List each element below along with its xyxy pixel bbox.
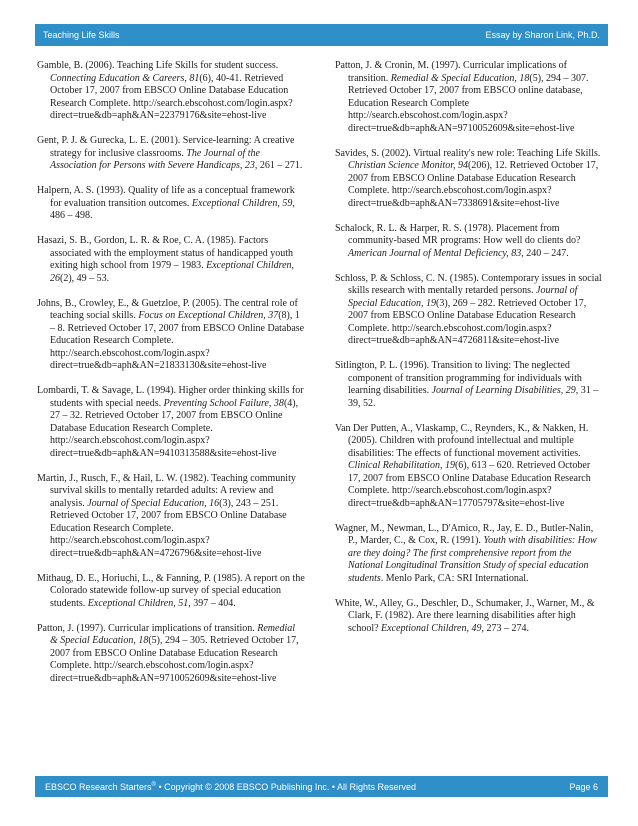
reference-entry: Lombardi, T. & Savage, L. (1994). Higher order thinking skills for students with special needs. Preventing School Failure, 38(4), 27 – 32. Retrieved October 17, 2007 from EBSCO Online Database Education Research Complete. http://search.ebscohost.com/login.aspx?direct=true&db=aph&AN=9410313588&site=ehost-live	[37, 385, 304, 459]
reference-entry: Patton, J. (1997). Curricular implications of transition. Remedial & Special Education, 18(5), 294 – 305. Retrieved October 17, 2007 from EBSCO Online Database Education Research Complete. http://search.ebscohost.com/login.aspx?direct=true&db=aph&AN=9710052609&site=ehost-live	[37, 622, 299, 684]
reference-entry: Van Der Putten, A., Vlaskamp, C., Reynders, K., & Nakken, H. (2005). Children with profound intellectual and multiple disabilities: The effects of functional movement activities. Clinical Rehabilitation, 19(6), 613 – 620. Retrieved October 17, 2007 from EBSCO Online Database Education Research Complete. http://search.ebscohost.com/login.aspx?direct=true&db=aph&AN=17705797&site=ehost-live	[335, 422, 591, 509]
header-title: Teaching Life Skills	[43, 30, 120, 40]
reference-entry: Patton, J. & Cronin, M. (1997). Curricular implications of transition. Remedial & Special Education, 18(5), 294 – 307. Retrieved October 17, 2007 from EBSCO online database, Education Research Complete http://search.ebscohost.com/login.aspx?direct=true&db=aph&AN=9710052609&site=ehost-live	[335, 60, 589, 134]
page-header	[35, 24, 608, 46]
reference-entry: Johns, B., Crowley, E., & Guetzloe, P. (2005). The central role of teaching social skills. Focus on Exceptional Children, 37(8), 1 – 8. Retrieved October 17, 2007 from EBSCO Online Database Education Research Complete. http://search.ebscohost.com/login.aspx?direct=true&db=aph&AN=21833130&site=ehost-live	[37, 297, 305, 371]
page-footer	[35, 776, 608, 797]
references-left-column	[37, 60, 305, 698]
reference-entry: Savides, S. (2002). Virtual reality's new role: Teaching Life Skills. Christian Science Monitor, 94(206), 12. Retrieved October 17, 2007 from EBSCO Online Database Education Research Complete. http://search.ebscohost.com/login.aspx?direct=true&db=aph&AN=7338691&site=ehost-live	[335, 147, 601, 209]
reference-entry: Hasazi, S. B., Gordon, L. R. & Roe, C. A. (1985). Factors associated with the employment status of handicapped youth exiting high school from 1979 – 1983. Exceptional Children, 26(2), 49 – 53.	[37, 235, 295, 284]
reference-entry: Martin, J., Rusch, F., & Hail, L. W. (1982). Teaching community survival skills to mentally retarded adults: A review and analysis. Journal of Special Education, 16(3), 243 – 251. Retrieved October 17, 2007 from EBSCO Online Database Education Research Complete. http://search.ebscohost.com/login.aspx?direct=true&db=aph&AN=4726796&site=ehost-live	[37, 472, 296, 559]
header-author: Essay by Sharon Link, Ph.D.	[485, 30, 600, 40]
reference-entry: Schloss, P. & Schloss, C. N. (1985). Contemporary issues in social skills research with mentally retarded persons. Journal of Special Education, 19(3), 269 – 282. Retrieved October 17, 2007 from EBSCO Online Database Education Research Complete. http://search.ebscohost.com/login.aspx?direct=true&db=aph&AN=4726811&site=ehost-live	[335, 272, 602, 346]
page-number: Page 6	[569, 781, 598, 792]
footer-copyright: EBSCO Research Starters® • Copyright © 2008 EBSCO Publishing Inc. • All Rights Reserved	[45, 781, 417, 792]
reference-entry: Halpern, A. S. (1993). Quality of life as a conceptual framework for evaluation transition outcomes. Exceptional Children, 59, 486 – 498.	[37, 185, 295, 221]
reference-entry: Sitlington, P. L. (1996). Transition to living: The neglected component of transition programming for individuals with learning disabilities. Journal of Learning Disabilities, 29, 31 – 39, 52.	[335, 360, 599, 409]
references-right-column	[335, 60, 603, 648]
reference-entry: Gamble, B. (2006). Teaching Life Skills for student success. Connecting Education & Careers, 81(6), 40-41. Retrieved October 17, 2007 from EBSCO Online Database Education Research Complete. http://search.ebscohost.com/login.aspx?direct=true&db=aph&AN=22379176&site=ehost-live	[37, 60, 293, 121]
reference-entry: Wagner, M., Newman, L., D'Amico, R., Jay, E. D., Butler-Nalin, P., Marder, C., & Cox, R. (1991). Youth with disabilities: How are they doing? The first comprehensive report from the National Longitudinal Transition Study of special education students. Menlo Park, CA: SRI International.	[335, 522, 597, 584]
reference-entry: Gent, P. J. & Gurecka, L. E. (2001). Service-learning: A creative strategy for inclusive classrooms. The Journal of the Association for Persons with Severe Handicaps, 23, 261 – 271.	[37, 135, 303, 171]
reference-entry: Schalock, R. L. & Harper, R. S. (1978). Placement from community-based MR programs: How well do clients do? American Journal of Mental Deficiency, 83, 240 – 247.	[335, 222, 581, 259]
reference-entry: White, W., Alley, G., Deschler, D., Schumaker, J., Warner, M., & Clark, F. (1982). Are there learning disabilities after high school? Exceptional Children, 49, 273 – 274.	[335, 597, 595, 634]
reference-entry: Mithaug, D. E., Horiuchi, L., & Fanning, P. (1985). A report on the Colorado statewide follow-up survey of special education students. Exceptional Children, 51, 397 – 404.	[37, 572, 305, 609]
